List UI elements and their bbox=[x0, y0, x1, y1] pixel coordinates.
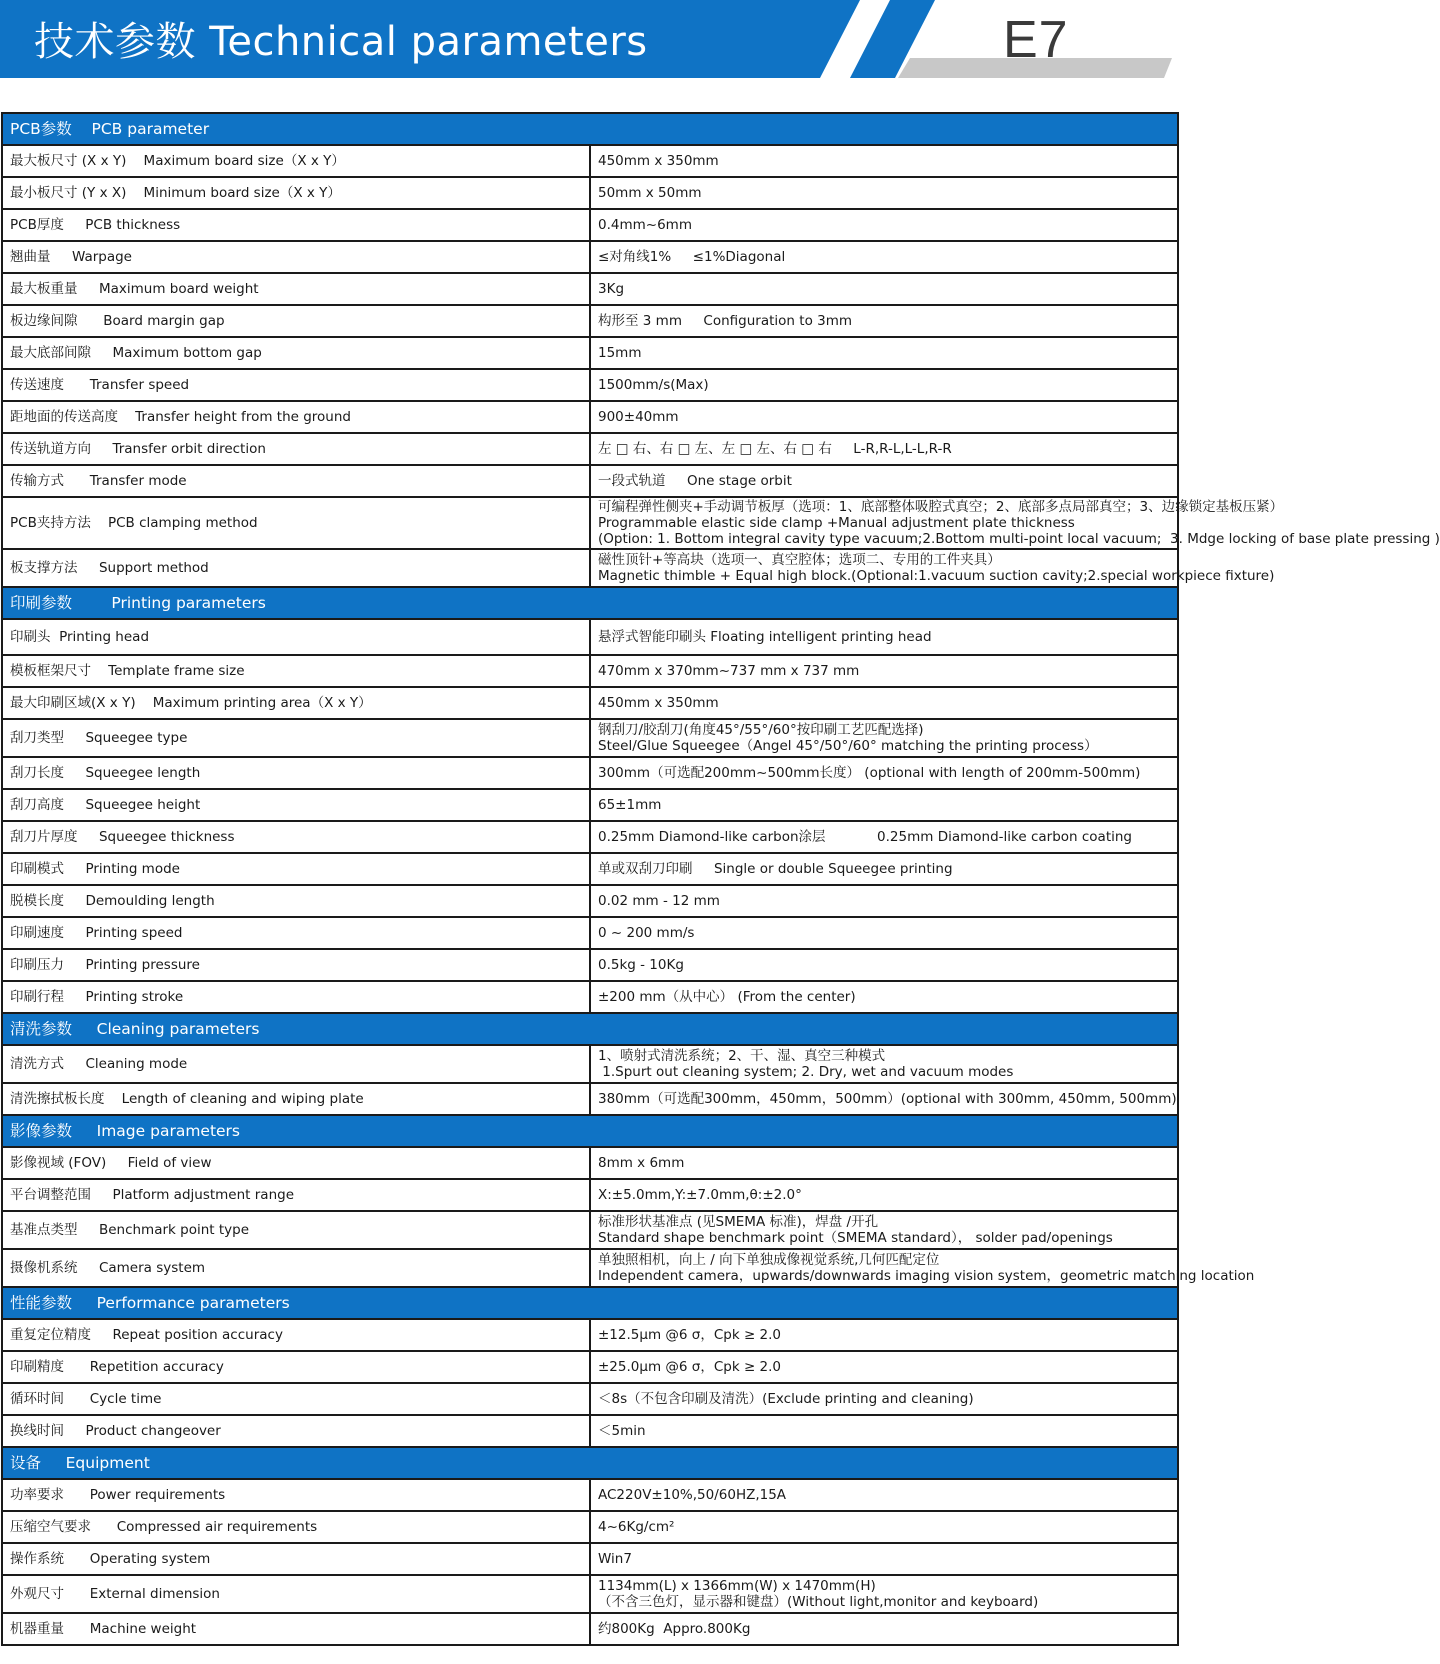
param-value-line: 磁性顶针+等高块（选项一、真空腔体；选项二、专用的工件夹具） bbox=[598, 552, 1001, 568]
section-title: 设备 Equipment bbox=[2, 1447, 1178, 1479]
param-value bbox=[590, 655, 1178, 687]
param-value-line: (Option: 1. Bottom integral cavity type vacuum;2.Bottom multi-point local vacuum; 3. Mdge locking of base plate pressing ) bbox=[598, 531, 1440, 547]
table-row bbox=[2, 1211, 1178, 1249]
param-value bbox=[590, 1575, 1178, 1613]
table-row bbox=[2, 1249, 1178, 1287]
param-value bbox=[590, 949, 1178, 981]
param-value bbox=[590, 401, 1178, 433]
param-value-line: X:±5.0mm,Y:±7.0mm,θ:±2.0° bbox=[598, 1187, 802, 1203]
table-row bbox=[2, 949, 1178, 981]
param-value bbox=[590, 433, 1178, 465]
table-row bbox=[2, 655, 1178, 687]
param-value-line: ±200 mm（从中心） (From the center) bbox=[598, 989, 856, 1005]
param-value-line: 8mm x 6mm bbox=[598, 1155, 685, 1171]
table-row bbox=[2, 1511, 1178, 1543]
param-value bbox=[590, 1543, 1178, 1575]
table-row bbox=[2, 1479, 1178, 1511]
param-value bbox=[590, 145, 1178, 177]
param-label: 印刷压力 Printing pressure bbox=[2, 949, 590, 981]
param-label: 操作系统 Operating system bbox=[2, 1543, 590, 1575]
table-row bbox=[2, 757, 1178, 789]
table-row bbox=[2, 687, 1178, 719]
table-row bbox=[2, 1575, 1178, 1613]
param-value-line: AC220V±10%,50/60HZ,15A bbox=[598, 1487, 787, 1503]
section-title: PCB参数 PCB parameter bbox=[2, 113, 1178, 145]
section-header bbox=[2, 1447, 1178, 1479]
spec-table bbox=[1, 112, 1440, 1646]
param-value bbox=[590, 687, 1178, 719]
param-value bbox=[590, 917, 1178, 949]
table-row bbox=[2, 1415, 1178, 1447]
param-value-line: ±12.5μm @6 σ，Cpk ≥ 2.0 bbox=[598, 1327, 782, 1343]
param-label: 机器重量 Machine weight bbox=[2, 1613, 590, 1645]
param-label: 摄像机系统 Camera system bbox=[2, 1249, 590, 1287]
param-label: 板支撑方法 Support method bbox=[2, 549, 590, 587]
param-value bbox=[590, 497, 1440, 549]
param-value-line: 470mm x 370mm~737 mm x 737 mm bbox=[598, 663, 860, 679]
param-label: 最大板重量 Maximum board weight bbox=[2, 273, 590, 305]
param-label: 影像视域 (FOV) Field of view bbox=[2, 1147, 590, 1179]
param-value bbox=[590, 1511, 1178, 1543]
section-header bbox=[2, 1115, 1178, 1147]
param-value-line: Programmable elastic side clamp +Manual adjustment plate thickness bbox=[598, 515, 1075, 531]
param-value-line: 1.Spurt out cleaning system; 2. Dry, wet and vacuum modes bbox=[598, 1064, 1014, 1080]
param-value bbox=[590, 1383, 1178, 1415]
param-value bbox=[590, 1613, 1178, 1645]
param-value bbox=[590, 619, 1178, 655]
table-row bbox=[2, 1543, 1178, 1575]
table-row bbox=[2, 1351, 1178, 1383]
param-label: 脱模长度 Demoulding length bbox=[2, 885, 590, 917]
param-value-line: 约800Kg Appro.800Kg bbox=[598, 1621, 751, 1637]
param-label: 距地面的传送高度 Transfer height from the ground bbox=[2, 401, 590, 433]
param-value-line: 悬浮式智能印刷头 Floating intelligent printing head bbox=[598, 629, 932, 645]
table-row bbox=[2, 433, 1178, 465]
param-label: 板边缘间隙 Board margin gap bbox=[2, 305, 590, 337]
param-value-line: ＜8s（不包含印刷及清洗）(Exclude printing and cleaning) bbox=[598, 1391, 974, 1407]
param-value-line: 1、喷射式清洗系统；2、干、湿、真空三种模式 bbox=[598, 1048, 886, 1064]
param-label: 印刷精度 Repetition accuracy bbox=[2, 1351, 590, 1383]
table-row bbox=[2, 401, 1178, 433]
table-row bbox=[2, 719, 1178, 757]
table-row bbox=[2, 145, 1178, 177]
param-label: 功率要求 Power requirements bbox=[2, 1479, 590, 1511]
table-row bbox=[2, 619, 1178, 655]
param-label: 最大底部间隙 Maximum bottom gap bbox=[2, 337, 590, 369]
section-title: 清洗参数 Cleaning parameters bbox=[2, 1013, 1178, 1045]
table-row bbox=[2, 337, 1178, 369]
param-value-line: 3Kg bbox=[598, 281, 625, 297]
param-value-line: ≤对角线1% ≤1%Diagonal bbox=[598, 249, 786, 265]
param-label: 传送速度 Transfer speed bbox=[2, 369, 590, 401]
section-header bbox=[2, 1013, 1178, 1045]
param-value bbox=[590, 1211, 1178, 1249]
param-label: 重复定位精度 Repeat position accuracy bbox=[2, 1319, 590, 1351]
param-value-line: 0.4mm~6mm bbox=[598, 217, 692, 233]
table-row bbox=[2, 917, 1178, 949]
param-value bbox=[590, 241, 1178, 273]
param-value bbox=[590, 177, 1178, 209]
param-label: 最小板尺寸 (Y x X) Minimum board size（X x Y） bbox=[2, 177, 590, 209]
param-label: 基准点类型 Benchmark point type bbox=[2, 1211, 590, 1249]
table-row bbox=[2, 1319, 1178, 1351]
param-label: 最大板尺寸 (X x Y) Maximum board size（X x Y） bbox=[2, 145, 590, 177]
param-value-line: 可编程弹性侧夹+手动调节板厚（选项：1、底部整体吸腔式真空；2、底部多点局部真空；3、边缘锁定基板压紧） bbox=[598, 499, 1284, 515]
param-value-line: 单或双刮刀印刷 Single or double Squeegee printing bbox=[598, 861, 953, 877]
param-label: 刮刀长度 Squeegee length bbox=[2, 757, 590, 789]
section-header bbox=[2, 1287, 1178, 1319]
param-value-line: 0 ~ 200 mm/s bbox=[598, 925, 695, 941]
param-label: 传送轨道方向 Transfer orbit direction bbox=[2, 433, 590, 465]
param-value-line: 钢刮刀/胶刮刀(角度45°/55°/60°按印刷工艺匹配选择) bbox=[598, 722, 924, 738]
param-value bbox=[590, 981, 1178, 1013]
param-value-line: Win7 bbox=[598, 1551, 632, 1567]
table-row bbox=[2, 177, 1178, 209]
table-row bbox=[2, 1179, 1178, 1211]
table-row bbox=[2, 549, 1178, 587]
table-row bbox=[2, 885, 1178, 917]
section-title: 印刷参数 Printing parameters bbox=[2, 587, 1178, 619]
param-value-line: 4~6Kg/cm² bbox=[598, 1519, 675, 1535]
section-header bbox=[2, 587, 1178, 619]
param-value-line: 50mm x 50mm bbox=[598, 185, 702, 201]
table-row bbox=[2, 789, 1178, 821]
param-value bbox=[590, 1351, 1178, 1383]
param-label: 清洗方式 Cleaning mode bbox=[2, 1045, 590, 1083]
table-row bbox=[2, 241, 1178, 273]
model-number: E7 bbox=[1003, 11, 1069, 69]
param-value-line: 450mm x 350mm bbox=[598, 695, 719, 711]
param-value-line: 标准形状基准点 (见SMEMA 标准)，焊盘 /开孔 bbox=[598, 1214, 879, 1230]
param-label: 翘曲量 Warpage bbox=[2, 241, 590, 273]
param-value bbox=[590, 1045, 1178, 1083]
param-value-line: Independent camera，upwards/downwards imaging vision system，geometric matching location bbox=[598, 1268, 1255, 1284]
param-label: 外观尺寸 External dimension bbox=[2, 1575, 590, 1613]
param-label: 刮刀高度 Squeegee height bbox=[2, 789, 590, 821]
param-value bbox=[590, 549, 1275, 587]
table-row bbox=[2, 821, 1178, 853]
page-title: 技术参数 Technical parameters bbox=[34, 19, 648, 65]
param-value-line: 1500mm/s(Max) bbox=[598, 377, 709, 393]
table-row bbox=[2, 1045, 1178, 1083]
param-value-line: ±25.0μm @6 σ，Cpk ≥ 2.0 bbox=[598, 1359, 782, 1375]
param-label: 印刷头 Printing head bbox=[2, 619, 590, 655]
param-value-line: 300mm（可选配200mm~500mm长度） (optional with length of 200mm-500mm) bbox=[598, 765, 1141, 781]
param-label: 印刷模式 Printing mode bbox=[2, 853, 590, 885]
table-row bbox=[2, 465, 1178, 497]
header-banner bbox=[0, 0, 1180, 80]
param-value-line: Magnetic thimble + Equal high block.(Optional:1.vacuum suction cavity;2.special workpiece fixture) bbox=[598, 568, 1275, 584]
param-label: 印刷行程 Printing stroke bbox=[2, 981, 590, 1013]
param-label: 模板框架尺寸 Template frame size bbox=[2, 655, 590, 687]
param-value bbox=[590, 1179, 1178, 1211]
param-value-line: 0.02 mm - 12 mm bbox=[598, 893, 720, 909]
param-label: PCB夹持方法 PCB clamping method bbox=[2, 497, 590, 549]
param-value bbox=[590, 821, 1178, 853]
param-label: 压缩空气要求 Compressed air requirements bbox=[2, 1511, 590, 1543]
table-row bbox=[2, 1147, 1178, 1179]
table-row bbox=[2, 273, 1178, 305]
section-header bbox=[2, 113, 1178, 145]
param-value bbox=[590, 789, 1178, 821]
param-value-line: ＜5min bbox=[598, 1423, 646, 1439]
table-row bbox=[2, 305, 1178, 337]
param-value-line: 一段式轨道 One stage orbit bbox=[598, 473, 792, 489]
param-value bbox=[590, 1479, 1178, 1511]
table-row bbox=[2, 853, 1178, 885]
table-row bbox=[2, 497, 1178, 549]
param-value bbox=[590, 853, 1178, 885]
table-row bbox=[2, 1613, 1178, 1645]
param-label: 清洗擦拭板长度 Length of cleaning and wiping plate bbox=[2, 1083, 590, 1115]
param-value-line: Standard shape benchmark point（SMEMA standard）， solder pad/openings bbox=[598, 1230, 1113, 1246]
table-row bbox=[2, 369, 1178, 401]
param-value-line: 1134mm(L) x 1366mm(W) x 1470mm(H) bbox=[598, 1578, 876, 1594]
param-value-line: 380mm（可选配300mm，450mm，500mm）(optional with 300mm, 450mm, 500mm) bbox=[598, 1091, 1177, 1107]
param-value-line: 15mm bbox=[598, 345, 642, 361]
param-value-line: 单独照相机，向上 / 向下单独成像视觉系统,几何匹配定位 bbox=[598, 1252, 940, 1268]
param-value bbox=[590, 273, 1178, 305]
param-value-line: 450mm x 350mm bbox=[598, 153, 719, 169]
table-row bbox=[2, 981, 1178, 1013]
param-value bbox=[590, 719, 1178, 757]
param-value bbox=[590, 757, 1178, 789]
param-label: 循环时间 Cycle time bbox=[2, 1383, 590, 1415]
param-label: 换线时间 Product changeover bbox=[2, 1415, 590, 1447]
param-value bbox=[590, 1147, 1178, 1179]
param-value bbox=[590, 1249, 1255, 1287]
table-row bbox=[2, 1383, 1178, 1415]
param-label: 传输方式 Transfer mode bbox=[2, 465, 590, 497]
param-value-line: 900±40mm bbox=[598, 409, 679, 425]
param-value-line: （不含三色灯，显示器和键盘）(Without light,monitor and keyboard) bbox=[598, 1594, 1039, 1610]
section-title: 影像参数 Image parameters bbox=[2, 1115, 1178, 1147]
param-value bbox=[590, 369, 1178, 401]
param-value bbox=[590, 209, 1178, 241]
param-label: 刮刀类型 Squeegee type bbox=[2, 719, 590, 757]
param-value-line: 构形至 3 mm Configuration to 3mm bbox=[598, 313, 853, 329]
param-value-line: 左 □ 右、右 □ 左、左 □ 左、右 □ 右 L-R,R-L,L-L,R-R bbox=[598, 441, 952, 457]
param-label: 刮刀片厚度 Squeegee thickness bbox=[2, 821, 590, 853]
param-value-line: 0.5kg - 10Kg bbox=[598, 957, 684, 973]
param-label: PCB厚度 PCB thickness bbox=[2, 209, 590, 241]
table-row bbox=[2, 1083, 1178, 1115]
param-value bbox=[590, 465, 1178, 497]
param-value bbox=[590, 1083, 1178, 1115]
param-value bbox=[590, 885, 1178, 917]
param-value-line: 65±1mm bbox=[598, 797, 662, 813]
section-title: 性能参数 Performance parameters bbox=[2, 1287, 1178, 1319]
param-label: 平台调整范围 Platform adjustment range bbox=[2, 1179, 590, 1211]
param-value-line: 0.25mm Diamond-like carbon涂层 0.25mm Diamond-like carbon coating bbox=[598, 829, 1132, 845]
table-row bbox=[2, 209, 1178, 241]
param-value-line: Steel/Glue Squeegee（Angel 45°/50°/60° matching the printing process） bbox=[598, 738, 1098, 754]
param-label: 印刷速度 Printing speed bbox=[2, 917, 590, 949]
param-value bbox=[590, 305, 1178, 337]
param-value bbox=[590, 337, 1178, 369]
param-label: 最大印刷区域(X x Y) Maximum printing area（X x Y） bbox=[2, 687, 590, 719]
param-value bbox=[590, 1319, 1178, 1351]
param-value bbox=[590, 1415, 1178, 1447]
